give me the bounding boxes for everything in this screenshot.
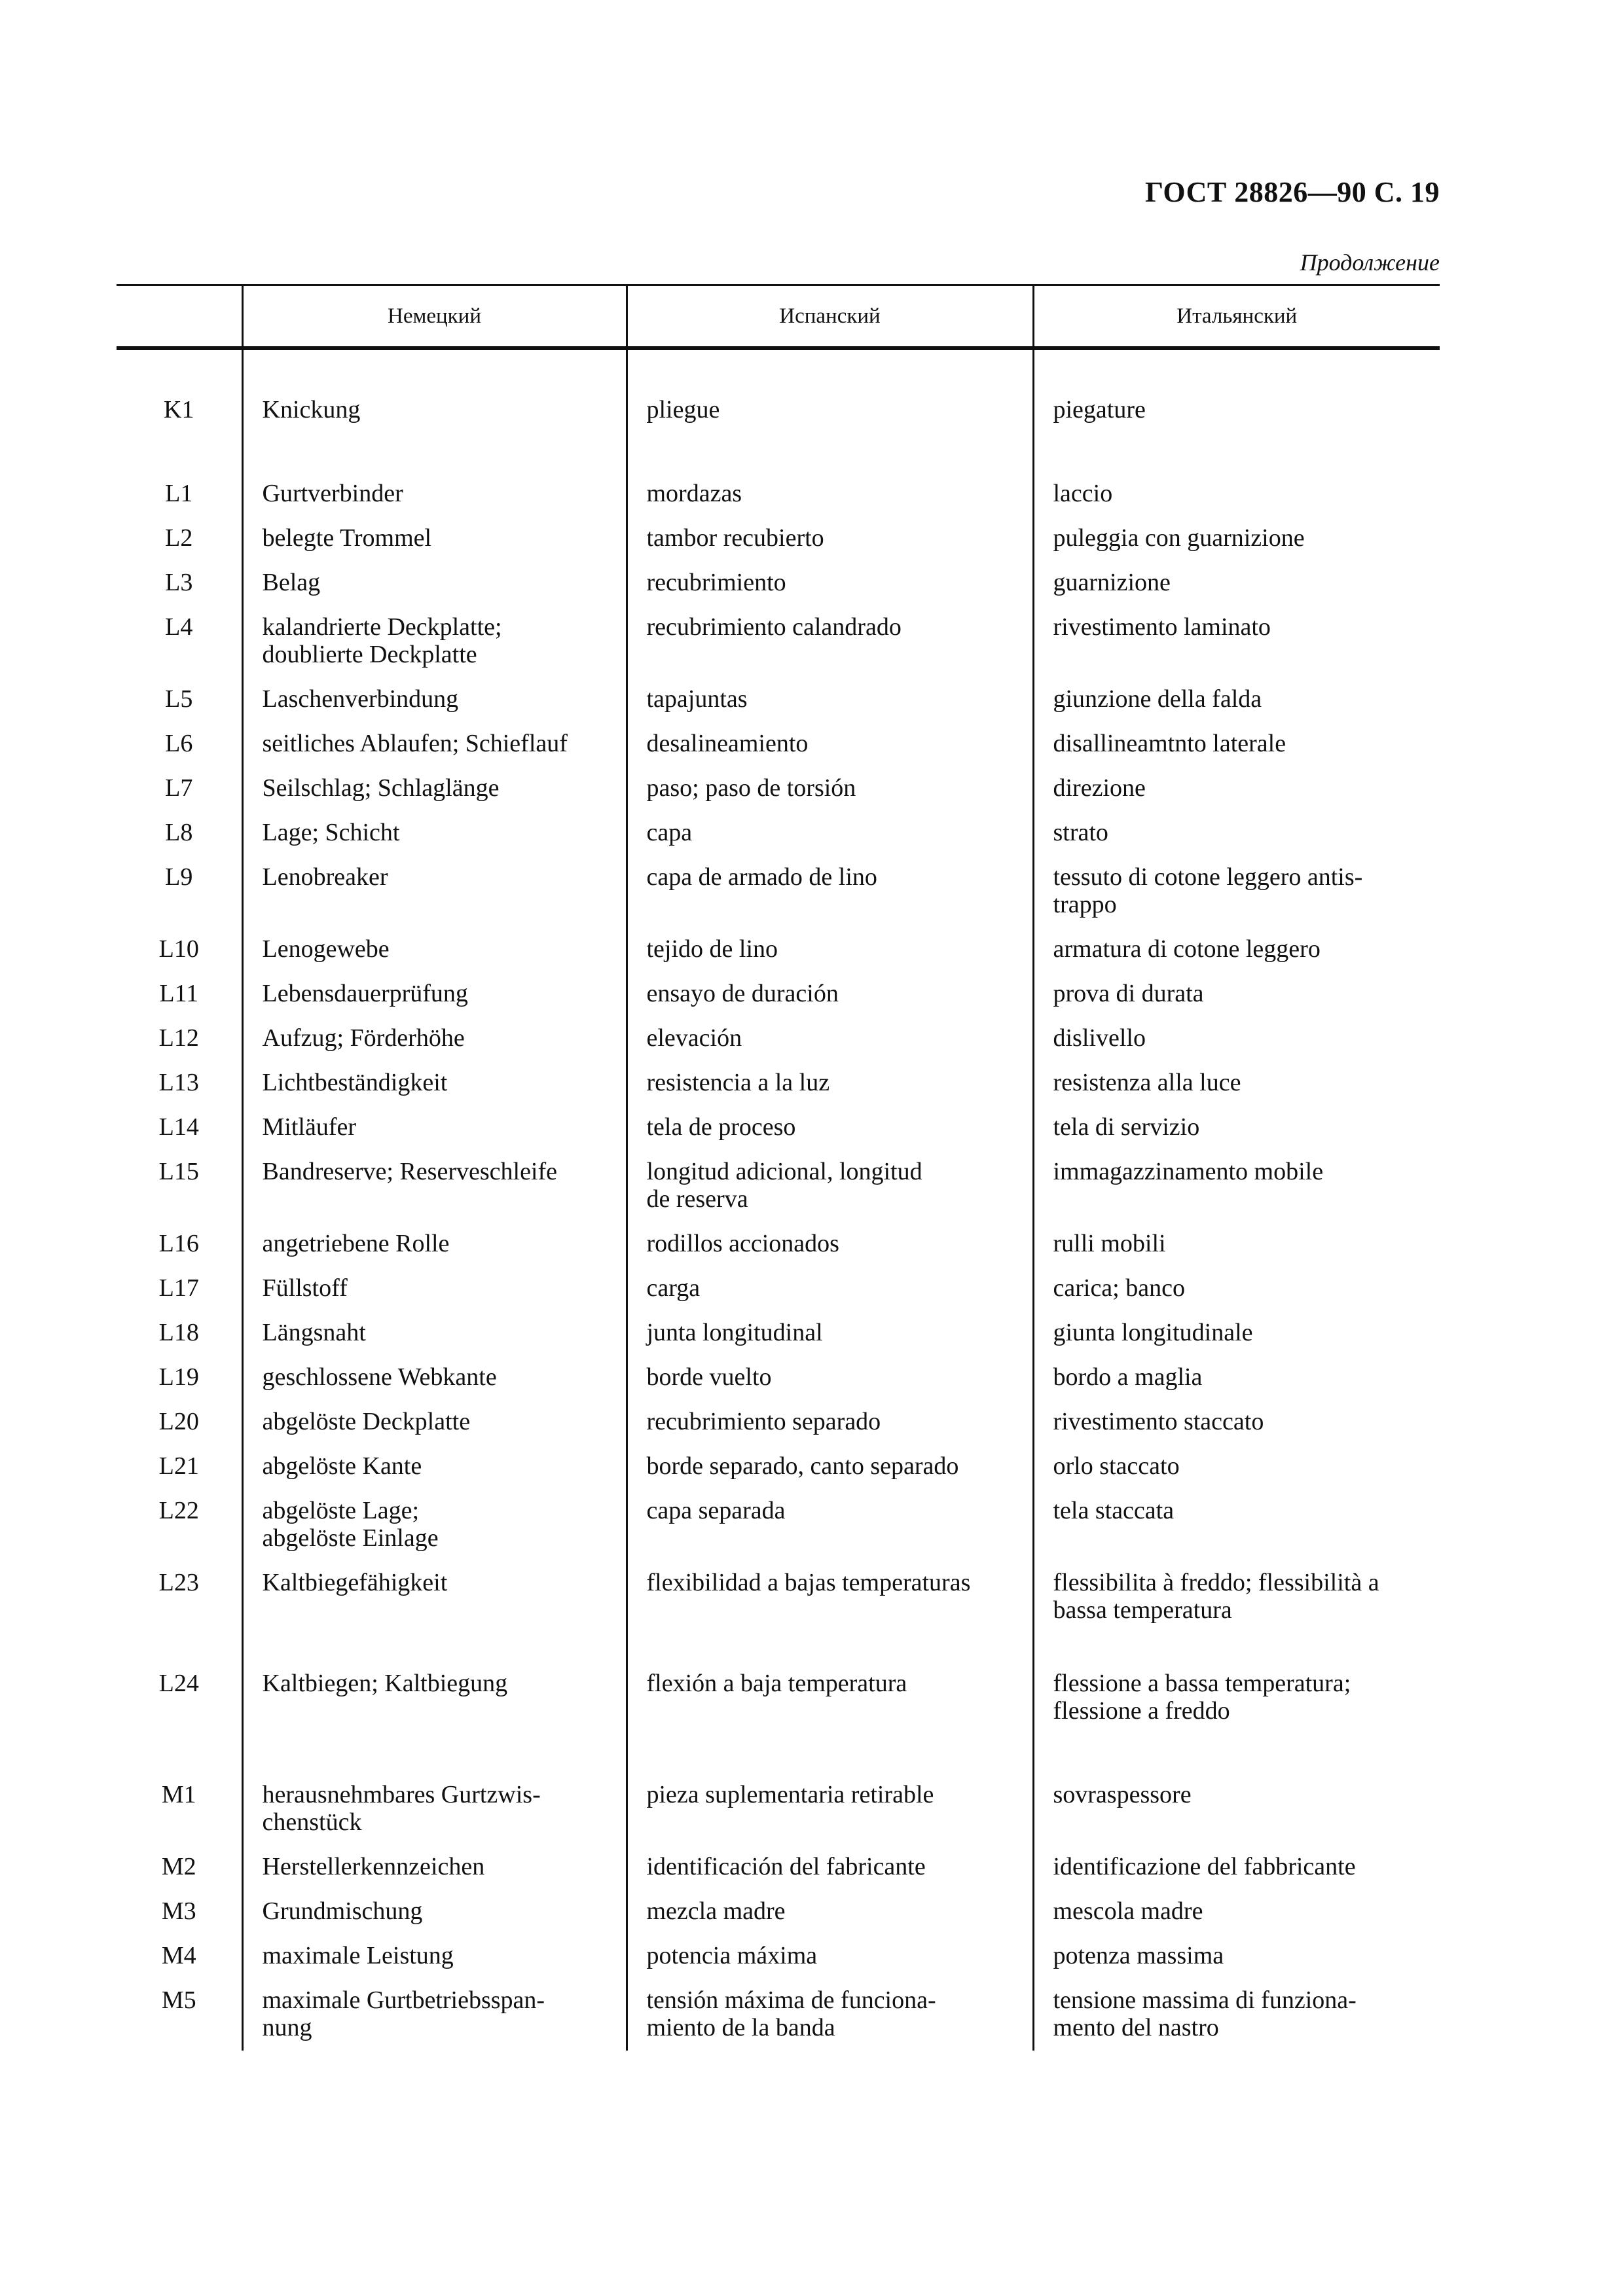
term-code bbox=[117, 1781, 242, 1853]
term-german-text: Füllstoff bbox=[262, 1274, 348, 1302]
term-italian-text: rulli mobili bbox=[1053, 1230, 1166, 1257]
term-spanish-text: capa separada bbox=[646, 1497, 786, 1524]
term-spanish bbox=[627, 1670, 1033, 1742]
term-italian-text: disallineamtnto laterale bbox=[1053, 730, 1286, 757]
term-spanish bbox=[627, 569, 1033, 613]
term-spanish-text: recubrimiento separado bbox=[646, 1408, 881, 1435]
term-german-text: Lage; Schicht bbox=[262, 819, 400, 846]
term-spanish bbox=[627, 1986, 1033, 2051]
terms-table bbox=[117, 284, 1440, 2051]
term-code-text: L14 bbox=[158, 1113, 199, 1141]
table-row bbox=[117, 1942, 1440, 1986]
term-spanish bbox=[627, 1452, 1033, 1497]
term-italian-text: potenza massima bbox=[1053, 1942, 1224, 1969]
term-spanish bbox=[627, 1497, 1033, 1569]
term-code bbox=[117, 1853, 242, 1897]
term-code bbox=[117, 569, 242, 613]
term-spanish-text: mezcla madre bbox=[646, 1897, 786, 1925]
term-italian-text: puleggia con guarnizione bbox=[1053, 524, 1305, 552]
term-italian bbox=[1033, 1158, 1440, 1230]
term-italian-text: identificazione del fabbricante bbox=[1053, 1853, 1356, 1880]
table-row bbox=[117, 1497, 1440, 1569]
term-german-text: abgelöste Kante bbox=[262, 1452, 422, 1480]
term-german bbox=[242, 1363, 627, 1408]
term-code-text: M5 bbox=[161, 1986, 196, 2014]
term-italian bbox=[1033, 774, 1440, 819]
term-code-text: L24 bbox=[158, 1670, 199, 1697]
term-german bbox=[242, 935, 627, 980]
term-italian-text: guarnizione bbox=[1053, 569, 1171, 596]
terms-table-container bbox=[117, 284, 1440, 2051]
term-german bbox=[242, 730, 627, 774]
term-german bbox=[242, 1069, 627, 1113]
table-row bbox=[117, 1897, 1440, 1942]
term-spanish bbox=[627, 774, 1033, 819]
term-german bbox=[242, 863, 627, 935]
term-italian-text: sovraspessore bbox=[1053, 1781, 1192, 1808]
term-german-text: Lenogewebe bbox=[262, 935, 390, 963]
term-spanish-text: carga bbox=[646, 1274, 701, 1302]
term-german bbox=[242, 1569, 627, 1641]
term-italian-text: laccio bbox=[1053, 480, 1113, 507]
term-german-text: Bandreserve; Reserveschleife bbox=[262, 1158, 558, 1185]
term-spanish bbox=[627, 1113, 1033, 1158]
term-italian-text: tela di servizio bbox=[1053, 1113, 1200, 1141]
term-code-text: L2 bbox=[165, 524, 193, 552]
term-german-text: Lenobreaker bbox=[262, 863, 388, 891]
term-code bbox=[117, 1113, 242, 1158]
term-german bbox=[242, 480, 627, 524]
term-spanish bbox=[627, 730, 1033, 774]
term-code bbox=[117, 1158, 242, 1230]
term-german-text: Mitläufer bbox=[262, 1113, 357, 1141]
term-spanish-text: capa de armado de lino bbox=[646, 863, 877, 891]
term-german-text: kalandrierte Deckplatte; doublierte Deckplatte bbox=[262, 613, 502, 668]
table-row bbox=[117, 819, 1440, 863]
term-spanish-text: tapajuntas bbox=[646, 685, 748, 713]
term-code bbox=[117, 1363, 242, 1408]
term-italian bbox=[1033, 1569, 1440, 1641]
term-spanish-text: pieza suplementaria retirable bbox=[646, 1781, 934, 1808]
term-code-text: L20 bbox=[158, 1408, 199, 1435]
term-code-text: L7 bbox=[165, 774, 193, 802]
header-spanish: Испанский bbox=[627, 285, 1033, 349]
term-italian bbox=[1033, 613, 1440, 685]
term-code-text: L10 bbox=[158, 935, 199, 963]
term-italian-text: giunzione della falda bbox=[1053, 685, 1262, 713]
term-italian bbox=[1033, 480, 1440, 524]
term-italian bbox=[1033, 730, 1440, 774]
term-spanish bbox=[627, 1569, 1033, 1641]
term-code bbox=[117, 1897, 242, 1942]
term-code-text: L5 bbox=[165, 685, 193, 713]
term-italian bbox=[1033, 569, 1440, 613]
term-code-text: L16 bbox=[158, 1230, 199, 1257]
term-italian bbox=[1033, 685, 1440, 730]
term-italian bbox=[1033, 1986, 1440, 2051]
header-italian: Итальянский bbox=[1033, 285, 1440, 349]
term-code bbox=[117, 1942, 242, 1986]
term-italian-text: dislivello bbox=[1053, 1024, 1146, 1052]
term-spanish-text: paso; paso de torsión bbox=[646, 774, 856, 802]
term-german bbox=[242, 1158, 627, 1230]
term-german bbox=[242, 1408, 627, 1452]
term-german bbox=[242, 685, 627, 730]
term-italian-text: carica; banco bbox=[1053, 1274, 1185, 1302]
term-spanish bbox=[627, 1158, 1033, 1230]
header-german: Немецкий bbox=[242, 285, 627, 349]
term-italian bbox=[1033, 1942, 1440, 1986]
continuation-label: Продолжение bbox=[1300, 249, 1440, 276]
term-spanish bbox=[627, 1897, 1033, 1942]
term-code bbox=[117, 1497, 242, 1569]
term-code-text: L11 bbox=[159, 980, 199, 1007]
table-row bbox=[117, 1569, 1440, 1641]
term-code-text: M2 bbox=[161, 1853, 196, 1880]
term-german-text: abgelöste Lage; abgelöste Einlage bbox=[262, 1497, 439, 1552]
term-code bbox=[117, 1069, 242, 1113]
term-german bbox=[242, 613, 627, 685]
term-spanish-text: longitud adicional, longitud de reserva bbox=[646, 1158, 922, 1213]
term-spanish-text: potencia máxima bbox=[646, 1942, 818, 1969]
term-code-text: M4 bbox=[161, 1942, 196, 1969]
table-row bbox=[117, 1158, 1440, 1230]
term-italian bbox=[1033, 1781, 1440, 1853]
term-spanish-text: identificación del fabricante bbox=[646, 1853, 926, 1880]
term-spanish-text: borde separado, canto separado bbox=[646, 1452, 959, 1480]
term-code bbox=[117, 980, 242, 1024]
table-row bbox=[117, 730, 1440, 774]
table-row bbox=[117, 1363, 1440, 1408]
term-german bbox=[242, 980, 627, 1024]
term-spanish bbox=[627, 819, 1033, 863]
term-code bbox=[117, 1024, 242, 1069]
header-code bbox=[117, 285, 242, 349]
term-german bbox=[242, 1986, 627, 2051]
term-code-text: M1 bbox=[161, 1781, 196, 1808]
term-italian-text: tela staccata bbox=[1053, 1497, 1175, 1524]
term-german-text: abgelöste Deckplatte bbox=[262, 1408, 471, 1435]
term-spanish-text: desalineamiento bbox=[646, 730, 809, 757]
table-row bbox=[117, 1274, 1440, 1319]
term-german-text: Kaltbiegen; Kaltbiegung bbox=[262, 1670, 508, 1697]
table-row bbox=[117, 1319, 1440, 1363]
term-spanish-text: mordazas bbox=[646, 480, 742, 507]
term-spanish bbox=[627, 1942, 1033, 1986]
term-spanish-text: pliegue bbox=[646, 396, 720, 423]
term-spanish-text: junta longitudinal bbox=[646, 1319, 823, 1346]
term-spanish bbox=[627, 685, 1033, 730]
table-row bbox=[117, 685, 1440, 730]
term-code bbox=[117, 1569, 242, 1641]
term-italian-text: flessione a bassa temperatura; flessione a freddo bbox=[1053, 1670, 1351, 1725]
term-spanish bbox=[627, 1408, 1033, 1452]
term-german-text: Aufzug; Förderhöhe bbox=[262, 1024, 465, 1052]
term-code-text: L12 bbox=[158, 1024, 199, 1052]
term-spanish bbox=[627, 1781, 1033, 1853]
term-spanish-text: resistencia a la luz bbox=[646, 1069, 830, 1096]
term-code-text: L18 bbox=[158, 1319, 199, 1346]
table-row bbox=[117, 1230, 1440, 1274]
term-german bbox=[242, 1024, 627, 1069]
term-german-text: maximale Leistung bbox=[262, 1942, 454, 1969]
term-italian-text: giunta longitudinale bbox=[1053, 1319, 1253, 1346]
term-code bbox=[117, 819, 242, 863]
term-spanish bbox=[627, 935, 1033, 980]
term-code bbox=[117, 863, 242, 935]
term-german-text: belegte Trommel bbox=[262, 524, 432, 552]
table-row bbox=[117, 1986, 1440, 2051]
term-italian-text: orlo staccato bbox=[1053, 1452, 1180, 1480]
term-italian bbox=[1033, 863, 1440, 935]
term-code-text: L1 bbox=[165, 480, 193, 507]
term-italian-text: rivestimento staccato bbox=[1053, 1408, 1264, 1435]
term-german bbox=[242, 1274, 627, 1319]
term-spanish bbox=[627, 396, 1033, 440]
table-row bbox=[117, 613, 1440, 685]
table-row bbox=[117, 1781, 1440, 1853]
term-code bbox=[117, 774, 242, 819]
term-code-text: L6 bbox=[165, 730, 193, 757]
term-italian-text: piegature bbox=[1053, 396, 1146, 423]
term-italian bbox=[1033, 819, 1440, 863]
term-italian bbox=[1033, 1230, 1440, 1274]
term-german bbox=[242, 1853, 627, 1897]
term-spanish-text: tambor recubierto bbox=[646, 524, 824, 552]
term-spanish-text: flexión a baja temperatura bbox=[646, 1670, 907, 1697]
table-row bbox=[117, 863, 1440, 935]
term-german bbox=[242, 1113, 627, 1158]
term-italian bbox=[1033, 524, 1440, 569]
term-german-text: Lebensdauerprüfung bbox=[262, 980, 468, 1007]
term-code-text: L13 bbox=[158, 1069, 199, 1096]
term-spanish bbox=[627, 1363, 1033, 1408]
term-code bbox=[117, 1452, 242, 1497]
term-italian bbox=[1033, 1408, 1440, 1452]
term-spanish bbox=[627, 1274, 1033, 1319]
term-code-text: M3 bbox=[161, 1897, 196, 1925]
term-german bbox=[242, 1670, 627, 1742]
term-spanish bbox=[627, 1230, 1033, 1274]
term-spanish-text: rodillos accionados bbox=[646, 1230, 839, 1257]
term-german-text: Lichtbeständigkeit bbox=[262, 1069, 448, 1096]
table-row bbox=[117, 1452, 1440, 1497]
term-italian bbox=[1033, 1274, 1440, 1319]
term-german-text: Gurtverbinder bbox=[262, 480, 403, 507]
term-german-text: Laschenverbindung bbox=[262, 685, 459, 713]
term-italian bbox=[1033, 1853, 1440, 1897]
table-row bbox=[117, 1670, 1440, 1742]
term-code bbox=[117, 1986, 242, 2051]
term-german bbox=[242, 396, 627, 440]
table-row bbox=[117, 1024, 1440, 1069]
term-german-text: geschlossene Webkante bbox=[262, 1363, 497, 1391]
table-row bbox=[117, 980, 1440, 1024]
term-spanish-text: tensión máxima de funciona- miento de la banda bbox=[646, 1986, 936, 2041]
term-italian-text: immagazzinamento mobile bbox=[1053, 1158, 1324, 1185]
table-row bbox=[117, 396, 1440, 440]
term-spanish bbox=[627, 524, 1033, 569]
table-row bbox=[117, 1113, 1440, 1158]
term-italian-text: strato bbox=[1053, 819, 1108, 846]
term-italian-text: direzione bbox=[1053, 774, 1146, 802]
term-italian bbox=[1033, 1363, 1440, 1408]
term-code bbox=[117, 685, 242, 730]
term-italian-text: tensione massima di funziona- mento del nastro bbox=[1053, 1986, 1357, 2041]
term-german bbox=[242, 1230, 627, 1274]
term-italian-text: bordo a maglia bbox=[1053, 1363, 1203, 1391]
term-italian bbox=[1033, 1319, 1440, 1363]
term-spanish bbox=[627, 1069, 1033, 1113]
table-row bbox=[117, 1408, 1440, 1452]
term-german bbox=[242, 1942, 627, 1986]
term-german-text: Kaltbiegefähigkeit bbox=[262, 1569, 448, 1596]
term-code-text: L15 bbox=[158, 1158, 199, 1185]
term-code-text: L19 bbox=[158, 1363, 199, 1391]
term-italian bbox=[1033, 1024, 1440, 1069]
term-german-text: Seilschlag; Schlaglänge bbox=[262, 774, 500, 802]
term-german-text: Knickung bbox=[262, 396, 361, 423]
page-header: ГОСТ 28826—90 С. 19 bbox=[1144, 176, 1440, 208]
table-row bbox=[117, 524, 1440, 569]
term-spanish bbox=[627, 1853, 1033, 1897]
term-code bbox=[117, 935, 242, 980]
term-code-text: L22 bbox=[158, 1497, 199, 1524]
term-spanish-text: tejido de lino bbox=[646, 935, 778, 963]
term-german bbox=[242, 1781, 627, 1853]
term-code bbox=[117, 480, 242, 524]
term-italian-text: mescola madre bbox=[1053, 1897, 1203, 1925]
term-german-text: Grundmischung bbox=[262, 1897, 423, 1925]
term-german-text: maximale Gurtbetriebsspan- nung bbox=[262, 1986, 545, 2041]
term-code-text: K1 bbox=[164, 396, 194, 423]
term-code-text: L4 bbox=[165, 613, 193, 641]
term-italian-text: armatura di cotone leggero bbox=[1053, 935, 1321, 963]
table-row bbox=[117, 774, 1440, 819]
term-spanish-text: ensayo de duración bbox=[646, 980, 839, 1007]
term-spanish bbox=[627, 863, 1033, 935]
term-german bbox=[242, 1497, 627, 1569]
term-italian bbox=[1033, 1452, 1440, 1497]
term-code bbox=[117, 613, 242, 685]
term-german bbox=[242, 1452, 627, 1497]
term-italian bbox=[1033, 1113, 1440, 1158]
term-spanish-text: flexibilidad a bajas temperaturas bbox=[646, 1569, 971, 1596]
term-italian bbox=[1033, 396, 1440, 440]
term-german-text: angetriebene Rolle bbox=[262, 1230, 450, 1257]
term-code bbox=[117, 1670, 242, 1742]
term-spanish-text: capa bbox=[646, 819, 693, 846]
term-code bbox=[117, 1408, 242, 1452]
term-spanish-text: borde vuelto bbox=[646, 1363, 772, 1391]
term-spanish-text: tela de proceso bbox=[646, 1113, 796, 1141]
term-german-text: Längsnaht bbox=[262, 1319, 366, 1346]
term-german bbox=[242, 524, 627, 569]
term-italian bbox=[1033, 1069, 1440, 1113]
term-italian-text: prova di durata bbox=[1053, 980, 1204, 1007]
term-german-text: herausnehmbares Gurtzwis- chenstück bbox=[262, 1781, 541, 1836]
term-spanish bbox=[627, 613, 1033, 685]
term-code-text: L3 bbox=[165, 569, 193, 596]
term-code bbox=[117, 524, 242, 569]
term-code bbox=[117, 1319, 242, 1363]
term-italian-text: rivestimento laminato bbox=[1053, 613, 1271, 641]
term-spanish-text: elevación bbox=[646, 1024, 742, 1052]
term-german bbox=[242, 774, 627, 819]
term-code bbox=[117, 1274, 242, 1319]
term-german bbox=[242, 819, 627, 863]
term-code-text: L8 bbox=[165, 819, 193, 846]
term-spanish bbox=[627, 980, 1033, 1024]
term-italian bbox=[1033, 1497, 1440, 1569]
term-italian-text: tessuto di cotone leggero antis- trappo bbox=[1053, 863, 1363, 918]
table-row bbox=[117, 935, 1440, 980]
term-code-text: L23 bbox=[158, 1569, 199, 1596]
term-italian bbox=[1033, 935, 1440, 980]
term-german bbox=[242, 1897, 627, 1942]
term-spanish-text: recubrimiento calandrado bbox=[646, 613, 902, 641]
term-code-text: L9 bbox=[165, 863, 193, 891]
term-german-text: Herstellerkennzeichen bbox=[262, 1853, 485, 1880]
term-italian bbox=[1033, 980, 1440, 1024]
term-spanish bbox=[627, 1319, 1033, 1363]
table-row bbox=[117, 569, 1440, 613]
term-italian-text: resistenza alla luce bbox=[1053, 1069, 1241, 1096]
term-code-text: L21 bbox=[158, 1452, 199, 1480]
term-code bbox=[117, 1230, 242, 1274]
table-row bbox=[117, 480, 1440, 524]
term-spanish-text: recubrimiento bbox=[646, 569, 786, 596]
term-german bbox=[242, 569, 627, 613]
term-spanish bbox=[627, 480, 1033, 524]
term-italian bbox=[1033, 1670, 1440, 1742]
term-german-text: Belag bbox=[262, 569, 321, 596]
term-german-text: seitliches Ablaufen; Schieflauf bbox=[262, 730, 568, 757]
term-italian-text: flessibilita à freddo; flessibilità a bassa temperatura bbox=[1053, 1569, 1379, 1624]
table-row bbox=[117, 1069, 1440, 1113]
term-code bbox=[117, 730, 242, 774]
term-spanish bbox=[627, 1024, 1033, 1069]
term-italian bbox=[1033, 1897, 1440, 1942]
table-body bbox=[117, 348, 1440, 2051]
term-german bbox=[242, 1319, 627, 1363]
term-code-text: L17 bbox=[158, 1274, 199, 1302]
table-header bbox=[117, 285, 1440, 349]
table-row bbox=[117, 1853, 1440, 1897]
term-code bbox=[117, 396, 242, 440]
